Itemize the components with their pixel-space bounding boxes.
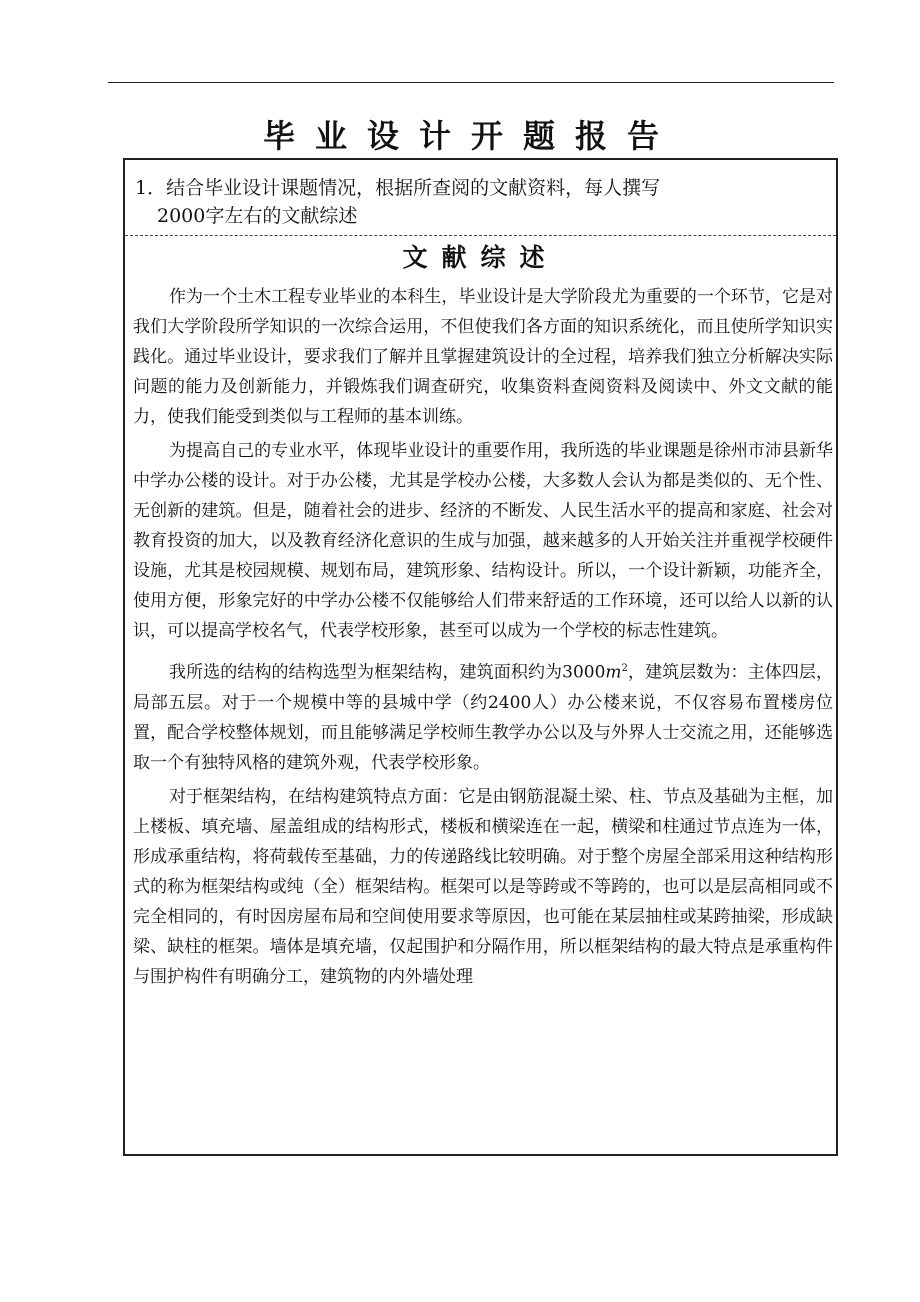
review-body [133,282,833,996]
header-rule [108,82,834,83]
report-table [123,158,838,1156]
section-prompt-line2: 2000字左右的文献综述 [157,205,358,227]
paragraph-3-after: ，建筑层数为：主体四层，局部五层。对于一个规模中等的县城中学（约2400人）办公楼来说，不仅容易布置楼房位置，配合学校整体规划，而且能够满足学校师生教学办公以及与外界人士交流之用，还能够选取一个有独特风格的建筑外观，代表学校形象。 [133,662,833,773]
section-prompt-line1: 1．结合毕业设计课题情况，根据所查阅的文献资料，每人撰写 [135,177,661,199]
paragraph-4: 对于框架结构，在结构建筑特点方面：它是由钢筋混凝土梁、柱、节点及基础为主框，加上楼板、填充墙、屋盖组成的结构形式，楼板和横梁连在一起，横梁和柱通过节点连为一体，形成承重结构，将荷载传至基础，力的传递路线比较明确。对于整个房屋全部采用这种结构形式的称为框架结构或纯（全）框架结构。框架可以是等跨或不等跨的，也可以是层高相同或不完全相同的，有时因房屋布局和空间使用要求等原因，也可能在某层抽柱或某跨抽梁，形成缺梁、缺柱的框架。墙体是填充墙，仅起围护和分隔作用，所以框架结构的最大特点是承重构件与围护构件有明确分工，建筑物的内外墙处理 [133,786,833,987]
paragraph-3-before: 我所选的结构的结构选型为框架结构，建筑面积约为3000 [169,662,606,683]
section-prompt [135,174,825,230]
paragraph-1: 作为一个土木工程专业毕业的本科生，毕业设计是大学阶段尤为重要的一个环节，它是对我们大学阶段所学知识的一次综合运用，不但使我们各方面的知识系统化，而且使所学知识实践化。通过毕业设计，要求我们了解并且掌握建筑设计的全过程，培养我们独立分析解决实际问题的能力及创新能力，并锻炼我们调查研究，收集资料查阅资料及阅读中、外文文献的能力，使我们能受到类似与工程师的基本训练。 [133,287,833,427]
report-title: 毕业设计开题报告 [262,117,679,155]
paragraph-3 [133,654,833,778]
dashed-divider [125,235,836,236]
area-unit: m [605,662,622,683]
area-unit-exponent: 2 [621,663,628,674]
paragraph-2: 为提高自己的专业水平，体现毕业设计的重要作用，我所选的毕业课题是徐州市沛县新华中学办公楼的设计。对于办公楼，尤其是学校办公楼，大多数人会认为都是类似的、无个性、无创新的建筑。但是，随着社会的进步、经济的不断发、人民生活水平的提高和家庭、社会对教育投资的加大，以及教育经济化意识的生成与加强，越来越多的人开始关注并重视学校硬件设施，尤其是校园规模、规划布局，建筑形象、结构设计。所以，一个设计新颖，功能齐全，使用方便，形象完好的中学办公楼不仅能够给人们带来舒适的工作环境，还可以给人以新的认识，可以提高学校名气，代表学校形象，甚至可以成为一个学校的标志性建筑。 [133,441,833,641]
literature-review-title: 文献综述 [402,243,559,272]
